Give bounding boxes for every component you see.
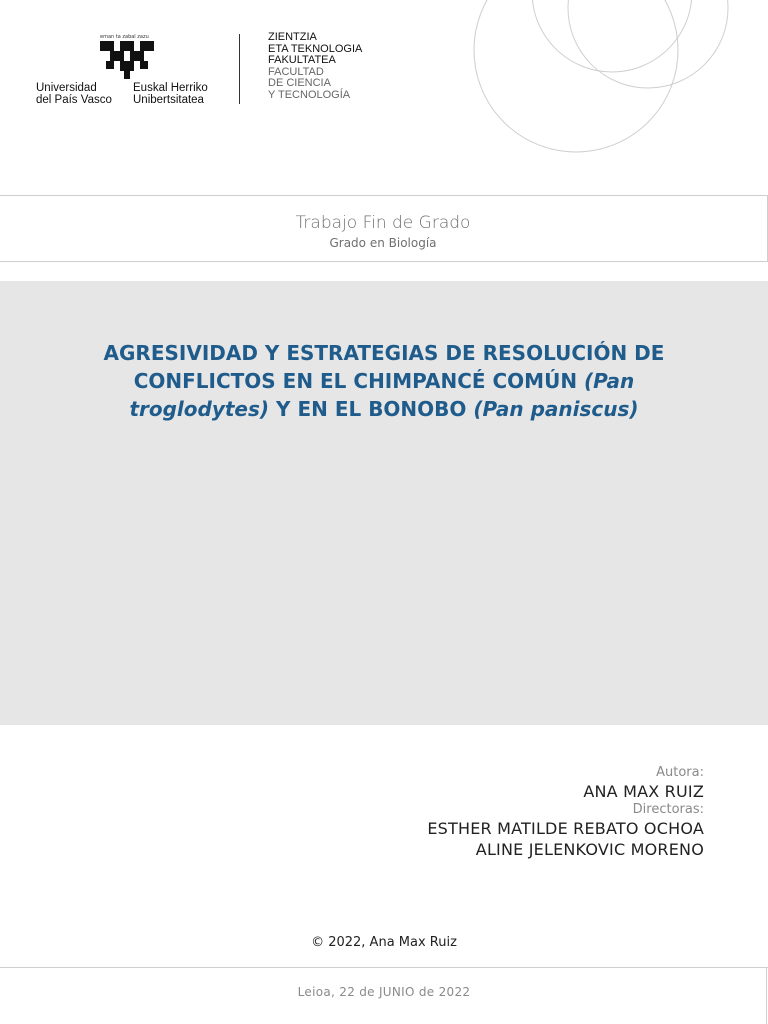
faculty-name	[268, 32, 362, 101]
university-es-line2: del País Vasco	[36, 94, 112, 106]
university-es-line1: Universidad	[36, 82, 97, 94]
decorative-circles	[440, 0, 768, 200]
director-name-2: ALINE JELENKOVIC MORENO	[475, 840, 704, 859]
credits	[284, 765, 704, 860]
university-emblem-icon	[98, 34, 158, 80]
university-name-es	[36, 82, 112, 106]
thesis-title	[80, 339, 688, 423]
faculty-eu-line3: FAKULTATEA	[268, 54, 336, 66]
thesis-title-part1: AGRESIVIDAD Y ESTRATEGIAS DE RESOLUCIÓN DE CONFLICTOS EN EL CHIMPANCÉ COMÚN	[103, 341, 665, 393]
faculty-es-line1: FACULTAD	[268, 65, 324, 78]
copyright-notice	[0, 935, 768, 950]
university-logo	[36, 34, 226, 108]
logo-divider	[239, 34, 240, 104]
author-label: Autora:	[656, 765, 704, 780]
title-band	[0, 281, 768, 725]
degree-band	[0, 195, 768, 262]
directors-label: Directoras:	[632, 802, 704, 817]
faculty-es-line3: Y TECNOLOGÍA	[268, 88, 351, 101]
copyright-text: © 2022, Ana Max Ruiz	[311, 935, 457, 950]
faculty-eu-line1: ZIENTZIA	[268, 31, 317, 43]
degree-subtitle: Grado en Biología	[329, 236, 437, 250]
logo-motto: eman ta zabal zazu	[100, 34, 149, 40]
university-name-eu	[133, 82, 208, 106]
faculty-es-line2: DE CIENCIA	[268, 77, 331, 89]
footer-divider	[0, 967, 768, 968]
author-name: ANA MAX RUIZ	[583, 782, 704, 801]
thesis-title-species2: (Pan paniscus)	[473, 397, 639, 421]
university-eu-line2: Unibertsitatea	[133, 94, 204, 106]
faculty-eu-line2: ETA TEKNOLOGIA	[268, 42, 363, 55]
thesis-title-species1: (Pan troglodytes)	[129, 369, 635, 421]
place-date: Leioa, 22 de JUNIO de 2022	[297, 985, 471, 999]
thesis-title-part2: Y EN EL BONOBO	[269, 397, 474, 421]
university-eu-line1: Euskal Herriko	[133, 82, 208, 94]
director-name-1: ESTHER MATILDE REBATO OCHOA	[427, 819, 704, 838]
degree-title: Trabajo Fin de Grado	[295, 213, 471, 233]
